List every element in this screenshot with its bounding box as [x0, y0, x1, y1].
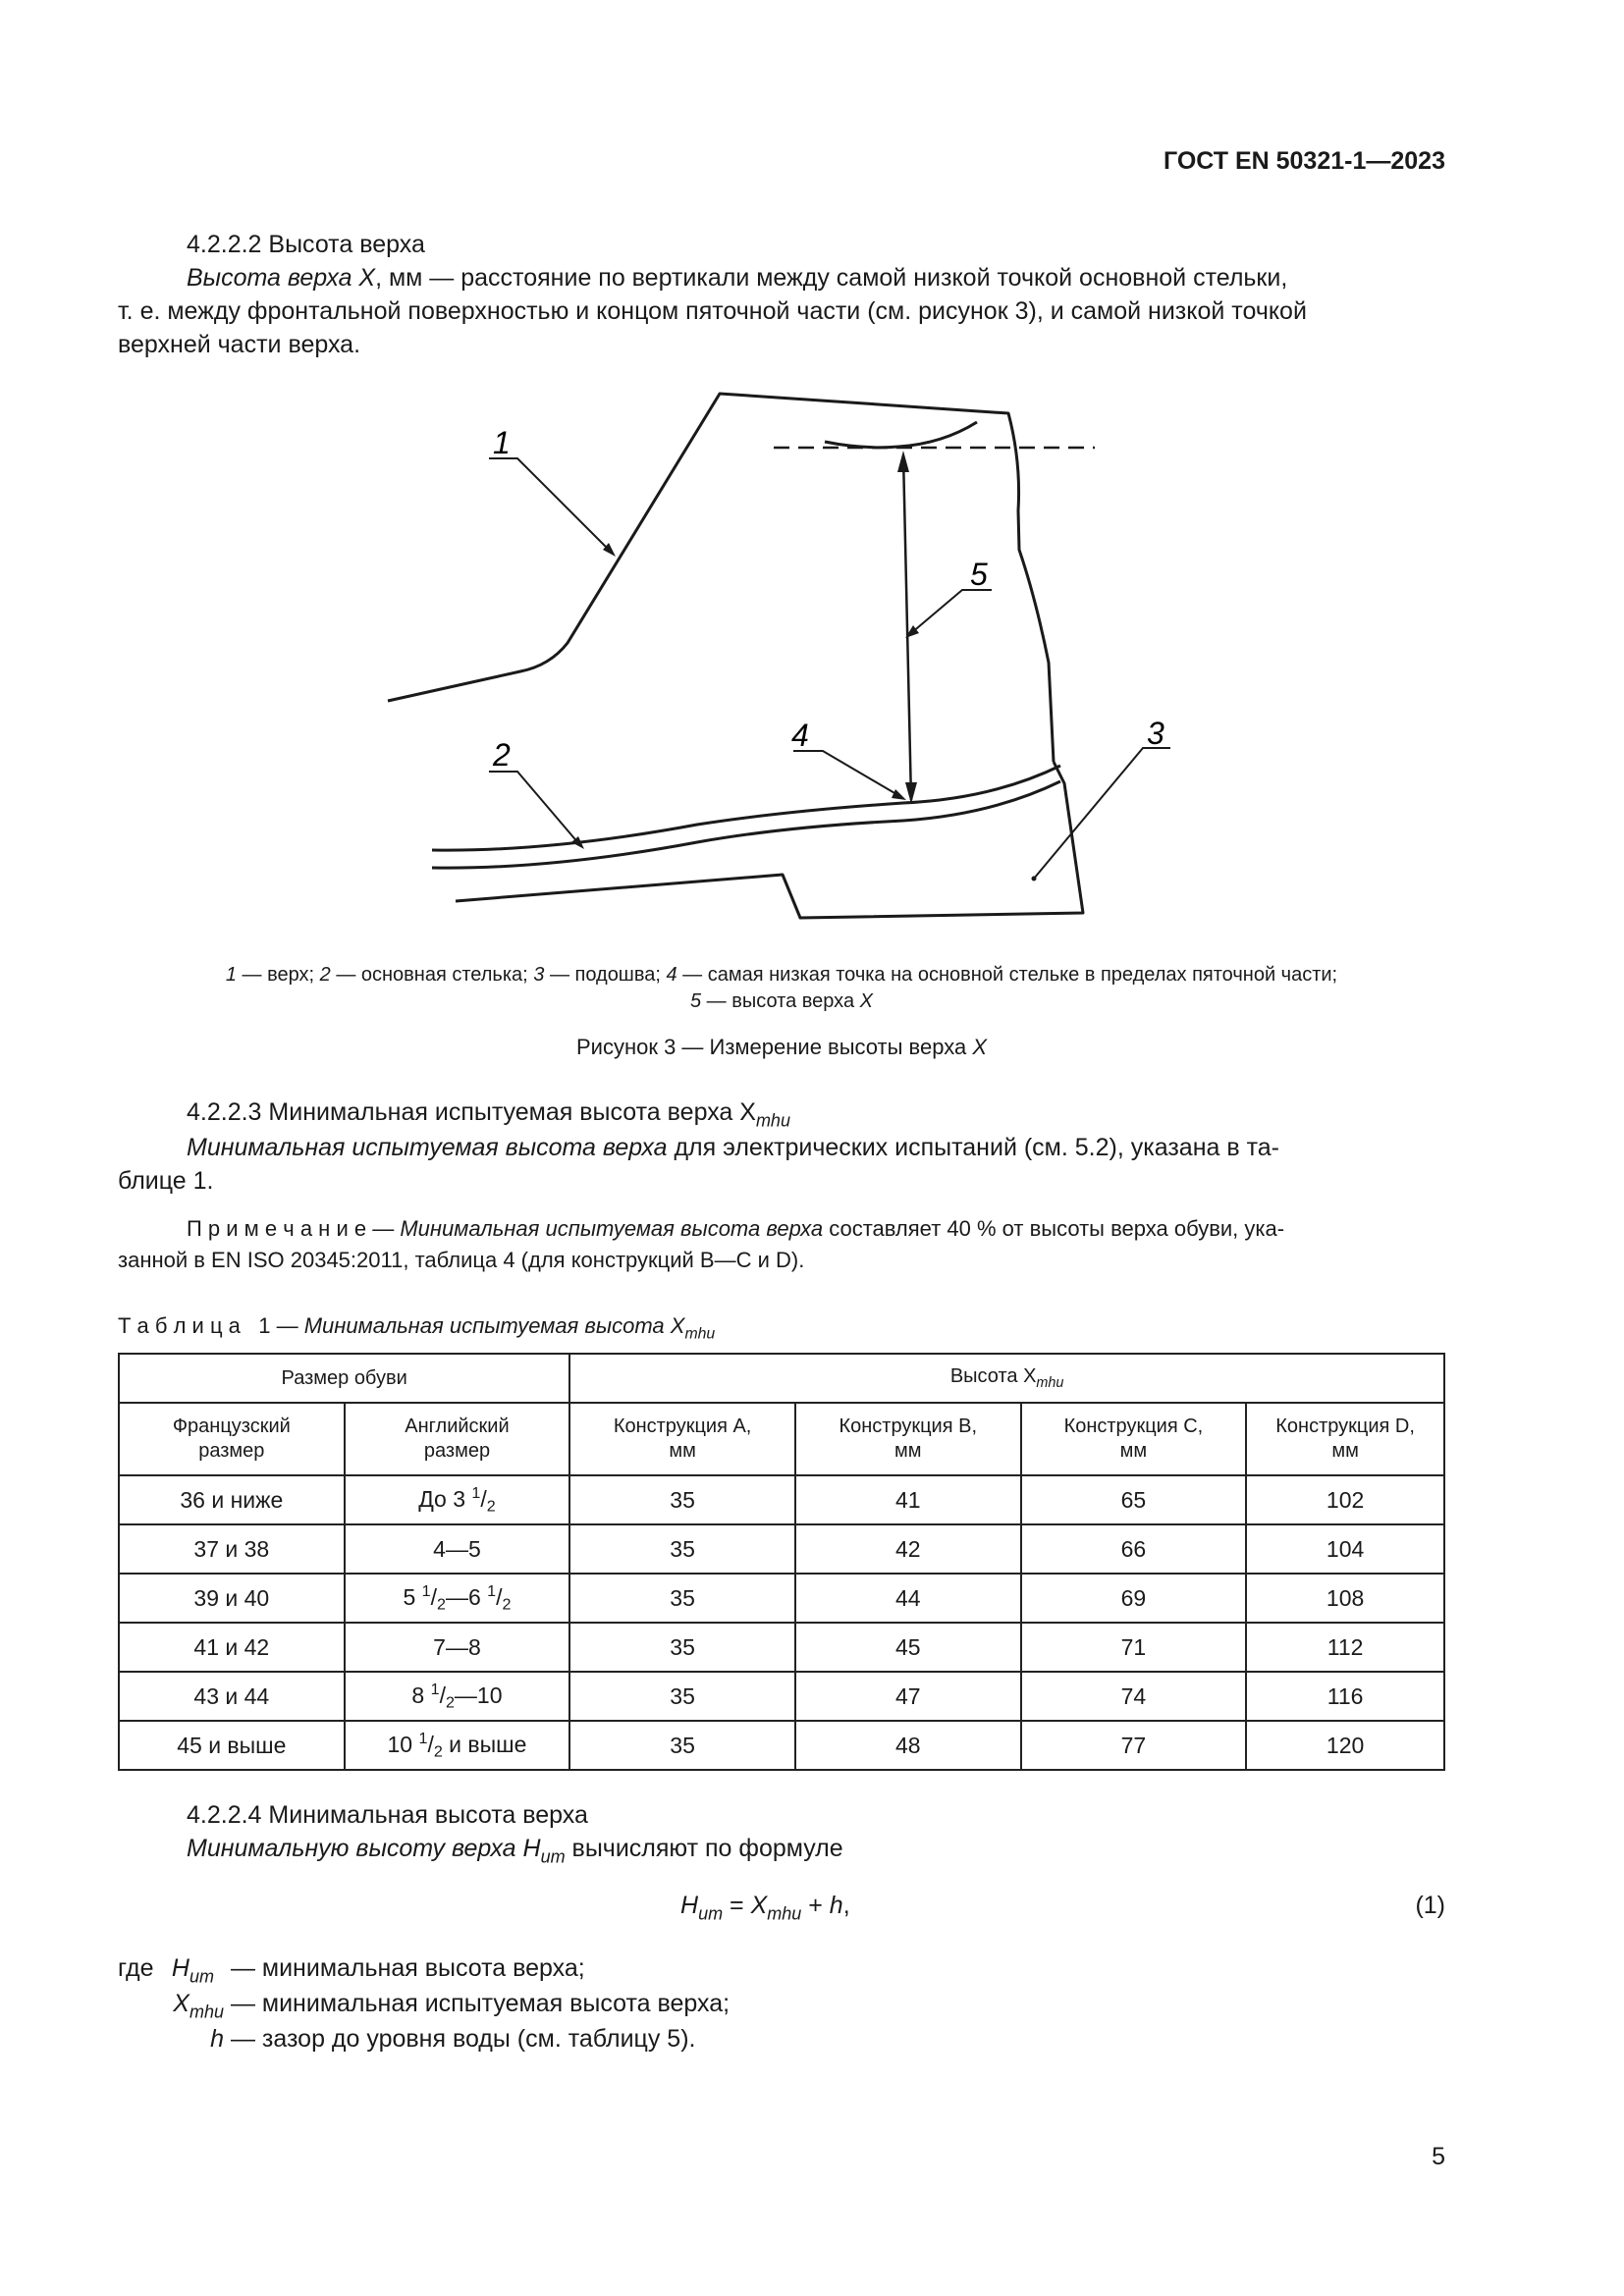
cell-english-size: До 3 $^1/_2$: [345, 1475, 570, 1524]
paragraph-line: Минимальную высоту верха $H_{um}$ вычисляют по формуле: [187, 1835, 843, 1867]
col-header: Конструкция А, мм: [569, 1403, 795, 1475]
cell-english-size: 4—5: [345, 1524, 570, 1574]
height-dimension-line: [903, 455, 911, 800]
cell-construction-a: 35: [569, 1672, 795, 1721]
table-row: [119, 1672, 1444, 1721]
cell-construction-a: 35: [569, 1623, 795, 1672]
cell-construction-c: 77: [1021, 1721, 1247, 1770]
sole-outline: [456, 762, 1083, 918]
leader-5: [911, 590, 992, 633]
arrow-bottom: [905, 782, 917, 804]
label-4: 4: [791, 718, 809, 753]
figure-legend-line-2: 5 — высота верха X: [690, 990, 873, 1012]
document-header: ГОСТ EN 50321-1—2023: [1164, 147, 1445, 175]
label-5: 5: [970, 557, 988, 592]
col-header: Конструкция D, мм: [1246, 1403, 1444, 1475]
formula-1: $H_{um} = X_{mhu} + h$,: [680, 1892, 850, 1924]
cell-french-size: 36 и ниже: [119, 1475, 345, 1524]
cell-construction-d: 116: [1246, 1672, 1444, 1721]
cell-construction-a: 35: [569, 1475, 795, 1524]
cell-french-size: 43 и 44: [119, 1672, 345, 1721]
section-heading-4-2-2-2: 4.2.2.2 Высота верха: [187, 231, 425, 258]
cell-french-size: 37 и 38: [119, 1524, 345, 1574]
label-3: 3: [1147, 716, 1164, 751]
def-text: — минимальная высота верха;: [224, 1954, 585, 1982]
note-label: П р и м е ч а н и е: [187, 1216, 367, 1241]
cell-french-size: 41 и 42: [119, 1623, 345, 1672]
cell-construction-c: 65: [1021, 1475, 1247, 1524]
cell-construction-b: 48: [795, 1721, 1021, 1770]
group-header-height: Высота $X_{mhu}$: [569, 1354, 1444, 1403]
cell-construction-b: 42: [795, 1524, 1021, 1574]
col-header: Конструкция В, мм: [795, 1403, 1021, 1475]
figure-caption: Рисунок 3 — Измерение высоты верха X: [575, 1035, 987, 1059]
section-heading-4-2-2-3: 4.2.2.3 Минимальная испытуемая высота верха $X_{mhu}$: [187, 1098, 790, 1131]
cell-english-size: 7—8: [345, 1623, 570, 1672]
note-line-2: занной в EN ISO 20345:2011, таблица 4 (для конструкций В—С и D).: [118, 1248, 805, 1272]
label-2: 2: [493, 737, 511, 773]
cell-construction-a: 35: [569, 1524, 795, 1574]
cell-french-size: 45 и выше: [119, 1721, 345, 1770]
where-label: где: [118, 1954, 154, 1982]
paragraph-line: верхней части верха.: [118, 331, 361, 358]
table-row: [119, 1475, 1444, 1524]
cell-construction-a: 35: [569, 1721, 795, 1770]
cell-english-size: 5 $^1/_2—6$ $^1/_2$: [345, 1574, 570, 1623]
cell-construction-d: 112: [1246, 1623, 1444, 1672]
table-body: [119, 1475, 1444, 1770]
paragraph-line: т. е. между фронтальной поверхностью и концом пяточной части (см. рисунок 3), и самой низкой точкой: [118, 297, 1307, 325]
cell-construction-c: 66: [1021, 1524, 1247, 1574]
def-text: — минимальная испытуемая высота верха;: [224, 1990, 731, 2017]
table-group-header: [119, 1354, 1444, 1403]
cell-construction-b: 44: [795, 1574, 1021, 1623]
leader-4: [793, 751, 901, 797]
cell-construction-b: 47: [795, 1672, 1021, 1721]
cell-construction-c: 69: [1021, 1574, 1247, 1623]
paragraph-line: Минимальная испытуемая высота верха для электрических испытаний (см. 5.2), указана в та-: [187, 1134, 1279, 1161]
leader-1: [489, 458, 611, 552]
def-symbol: h: [210, 2025, 224, 2053]
text: , мм — расстояние по вертикали между самой низкой точкой основной стельки,: [375, 264, 1288, 292]
note-line-1: П р и м е ч а н и е — Минимальная испытуемая высота верха составляет 40 % от высоты верха обуви, ука-: [187, 1216, 1285, 1241]
cell-french-size: 39 и 40: [119, 1574, 345, 1623]
table-column-header: [119, 1403, 1444, 1475]
table-row: [119, 1623, 1444, 1672]
def-symbol: $H_{um}$: [171, 1954, 214, 1987]
cell-construction-d: 102: [1246, 1475, 1444, 1524]
cell-construction-d: 120: [1246, 1721, 1444, 1770]
cell-construction-d: 104: [1246, 1524, 1444, 1574]
table-1: [118, 1353, 1445, 1771]
col-header: Конструкция С, мм: [1021, 1403, 1247, 1475]
def-symbol: $X_{mhu}$: [173, 1990, 224, 2022]
insole-lower-line: [432, 781, 1060, 868]
formula-number: (1): [1415, 1892, 1445, 1919]
arrow-top: [897, 451, 909, 472]
section-heading-4-2-2-4: 4.2.2.4 Минимальная высота верха: [187, 1801, 588, 1829]
col-header: Английский размер: [345, 1403, 570, 1475]
top-curve: [825, 422, 977, 448]
col-header: Французский размер: [119, 1403, 345, 1475]
paragraph-line: блице 1.: [118, 1167, 214, 1195]
cell-english-size: 8 $^1/_2—10$: [345, 1672, 570, 1721]
insole-upper-line: [432, 766, 1060, 850]
cell-construction-d: 108: [1246, 1574, 1444, 1623]
label-1: 1: [493, 425, 511, 460]
table-row: [119, 1721, 1444, 1770]
cell-construction-c: 74: [1021, 1672, 1247, 1721]
figure-legend-line-1: 1 — верх; 2 — основная стелька; 3 — подошва; 4 — самая низкая точка на основной стельке в пределах пяточной части;: [225, 964, 1338, 986]
term: Высота верха X: [187, 264, 376, 292]
table-row: [119, 1574, 1444, 1623]
cell-construction-b: 41: [795, 1475, 1021, 1524]
table-row: [119, 1524, 1444, 1574]
page-number: 5: [1432, 2143, 1445, 2170]
def-text: — зазор до уровня воды (см. таблицу 5).: [224, 2025, 696, 2053]
cell-construction-b: 45: [795, 1623, 1021, 1672]
cell-construction-c: 71: [1021, 1623, 1247, 1672]
cell-construction-a: 35: [569, 1574, 795, 1623]
leader-2: [489, 772, 579, 844]
table-title: Т а б л и ц а 1 — Минимальная испытуемая высота $X_{mhu}$: [118, 1313, 716, 1343]
group-header-size: Размер обуви: [119, 1354, 569, 1403]
cell-english-size: 10 $^1/_2$ и выше: [345, 1721, 570, 1770]
